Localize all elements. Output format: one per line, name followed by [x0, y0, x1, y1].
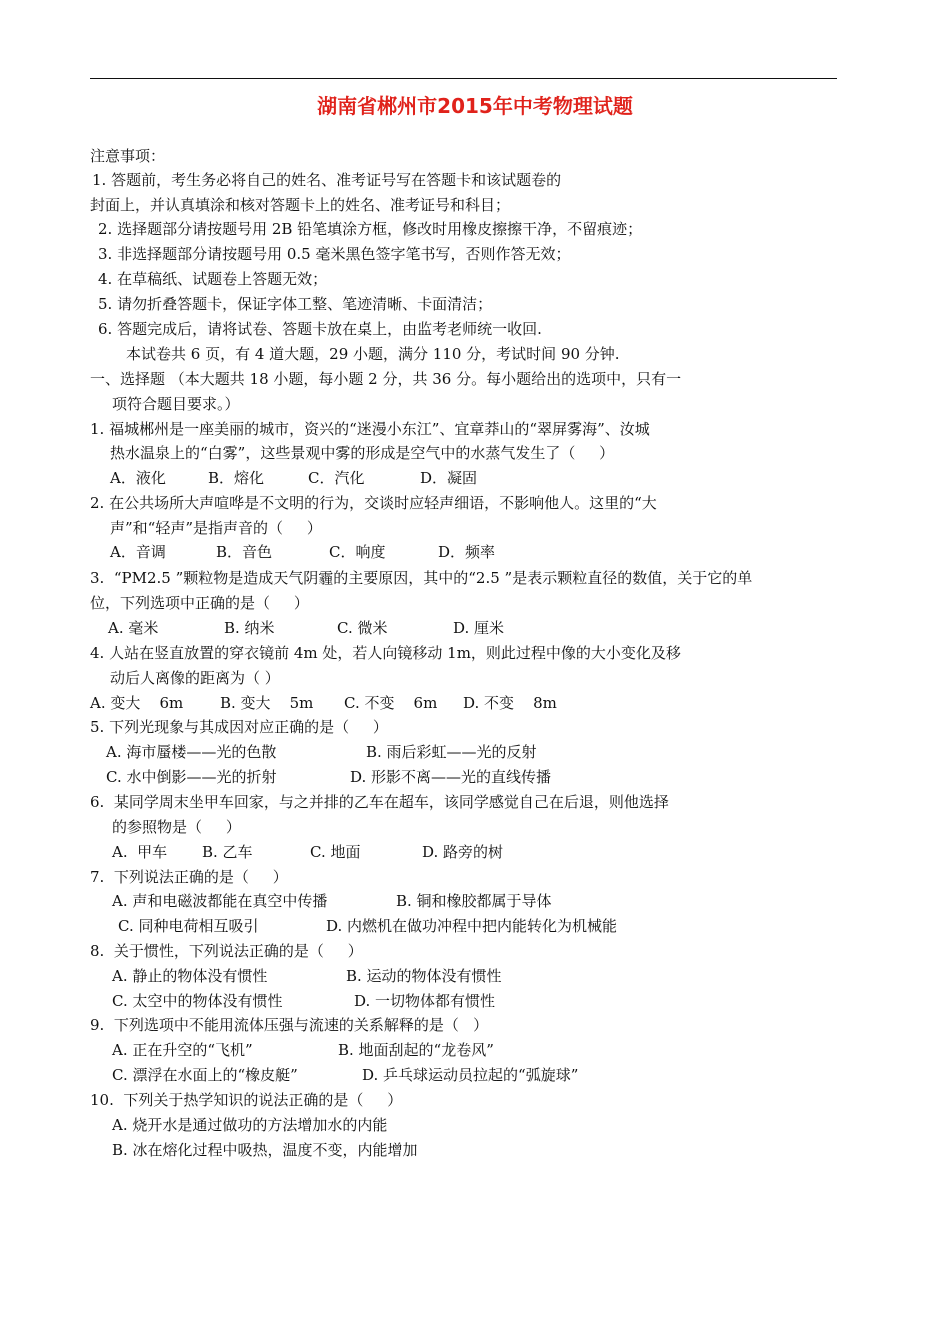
option: C. 漂浮在水面上的“橡皮艇” — [112, 1066, 298, 1084]
note-item: 封面上，并认真填涂和核对答题卡上的姓名、准考证号和科目； — [90, 196, 511, 214]
note-item: 2. 选择题部分请按题号用 2B 铅笔填涂方框，修改时用橡皮擦擦干净，不留痕迹； — [98, 220, 643, 238]
option: B. 变大 5m — [220, 694, 314, 712]
question-6-cont: 的参照物是（ ） — [112, 818, 241, 836]
option: C. 地面 — [310, 843, 361, 861]
option: D．频率 — [438, 543, 496, 561]
note-item: 4. 在草稿纸、试题卷上答题无效； — [98, 270, 328, 288]
option: B. 运动的物体没有惯性 — [346, 967, 502, 985]
option: B. 纳米 — [224, 619, 275, 637]
option: B. 雨后彩虹——光的反射 — [366, 743, 537, 761]
question-1-cont: 热水温泉上的“白雾”，这些景观中雾的形成是空气中的水蒸气发生了（ ） — [110, 444, 615, 462]
question-4-cont: 动后人离像的距离为（ ） — [110, 669, 280, 687]
option: A. 海市蜃楼——光的色散 — [106, 743, 277, 761]
option: D. 路旁的树 — [422, 843, 504, 861]
question-10: 10. 下列关于热学知识的说法正确的是（ ） — [90, 1091, 403, 1109]
option: C．汽化 — [308, 469, 365, 487]
note-item: 5. 请勿折叠答题卡，保证字体工整、笔迹清晰、卡面清洁； — [98, 295, 493, 313]
option: B．熔化 — [208, 469, 265, 487]
question-9: 9. 下列选项中不能用流体压强与流速的关系解释的是（ ） — [90, 1016, 489, 1034]
question-2-cont: 声”和“轻声”是指声音的（ ） — [110, 519, 322, 537]
option: D. 一切物体都有惯性 — [354, 992, 496, 1010]
question-3: 3. “PM2.5 ”颗粒物是造成天气阴霾的主要原因，其中的“2.5 ”是表示颗粒直径的数值，关于它的单 — [90, 569, 753, 587]
notes-heading: 注意事项： — [90, 147, 166, 165]
option: B. 地面刮起的“龙卷风” — [338, 1041, 494, 1059]
exam-summary: 本试卷共 6 页，有 4 道大题，29 小题，满分 110 分，考试时间 90 分钟. — [126, 345, 620, 363]
option: D. 内燃机在做功冲程中把内能转化为机械能 — [326, 917, 618, 935]
option: C. 同种电荷相互吸引 — [118, 917, 259, 935]
option: A．音调 — [110, 543, 166, 561]
option: D．凝固 — [420, 469, 478, 487]
question-4: 4. 人站在竖直放置的穿衣镜前 4m 处，若人向镜移动 1m，则此过程中像的大小变化及移 — [90, 644, 681, 662]
section-heading-cont: 项符合题目要求。） — [112, 395, 240, 413]
option: A. 毫米 — [108, 619, 159, 637]
option: B. 铜和橡胶都属于导体 — [396, 892, 552, 910]
note-item: 6. 答题完成后，请将试卷、答题卡放在桌上，由监考老师统一收回. — [98, 320, 542, 338]
option: B. 冰在熔化过程中吸热，温度不变，内能增加 — [112, 1141, 418, 1159]
option: A. 正在升空的“飞机” — [112, 1041, 253, 1059]
option: A. 静止的物体没有惯性 — [112, 967, 268, 985]
question-6: 6. 某同学周末坐甲车回家，与之并排的乙车在超车，该同学感觉自己在后退，则他选择 — [90, 793, 669, 811]
option: A. 变大 6m — [90, 694, 184, 712]
option: C. 太空中的物体没有惯性 — [112, 992, 283, 1010]
option: C．响度 — [329, 543, 386, 561]
option: C. 不变 6m — [344, 694, 438, 712]
question-2: 2. 在公共场所大声喧哗是不文明的行为，交谈时应轻声细语，不影响他人。这里的“大 — [90, 494, 657, 512]
option: D. 形影不离——光的直线传播 — [350, 768, 552, 786]
question-3-cont: 位，下列选项中正确的是（ ） — [90, 594, 309, 612]
note-item: 3. 非选择题部分请按题号用 0.5 毫米黑色签字笔书写，否则作答无效； — [98, 245, 571, 263]
option: D. 乒乓球运动员拉起的“弧旋球” — [362, 1066, 579, 1084]
question-1: 1. 福城郴州是一座美丽的城市，资兴的“迷漫小东江”、宜章莽山的“翠屏雾海”、汝城 — [90, 420, 650, 438]
option: C. 微米 — [337, 619, 388, 637]
option: A. 烧开水是通过做功的方法增加水的内能 — [112, 1116, 388, 1134]
option: A. 甲车 — [112, 843, 168, 861]
option: D. 不变 8m — [463, 694, 557, 712]
header-rule — [90, 78, 837, 79]
option: A. 声和电磁波都能在真空中传播 — [112, 892, 328, 910]
note-item: 1. 答题前，考生务必将自己的姓名、准考证号写在答题卡和该试题卷的 — [92, 171, 562, 189]
option: D. 厘米 — [453, 619, 505, 637]
option: B. 乙车 — [202, 843, 253, 861]
option: B．音色 — [216, 543, 273, 561]
option: C. 水中倒影——光的折射 — [106, 768, 277, 786]
question-7: 7. 下列说法正确的是（ ） — [90, 868, 288, 886]
section-heading: 一、选择题 （本大题共 18 小题，每小题 2 分，共 36 分。每小题给出的选项中，只有一 — [90, 370, 682, 388]
page-title: 湖南省郴州市2015年中考物理试题 — [317, 94, 633, 118]
question-5: 5. 下列光现象与其成因对应正确的是（ ） — [90, 718, 388, 736]
question-8: 8. 关于惯性，下列说法正确的是（ ） — [90, 942, 363, 960]
option: A．液化 — [110, 469, 166, 487]
